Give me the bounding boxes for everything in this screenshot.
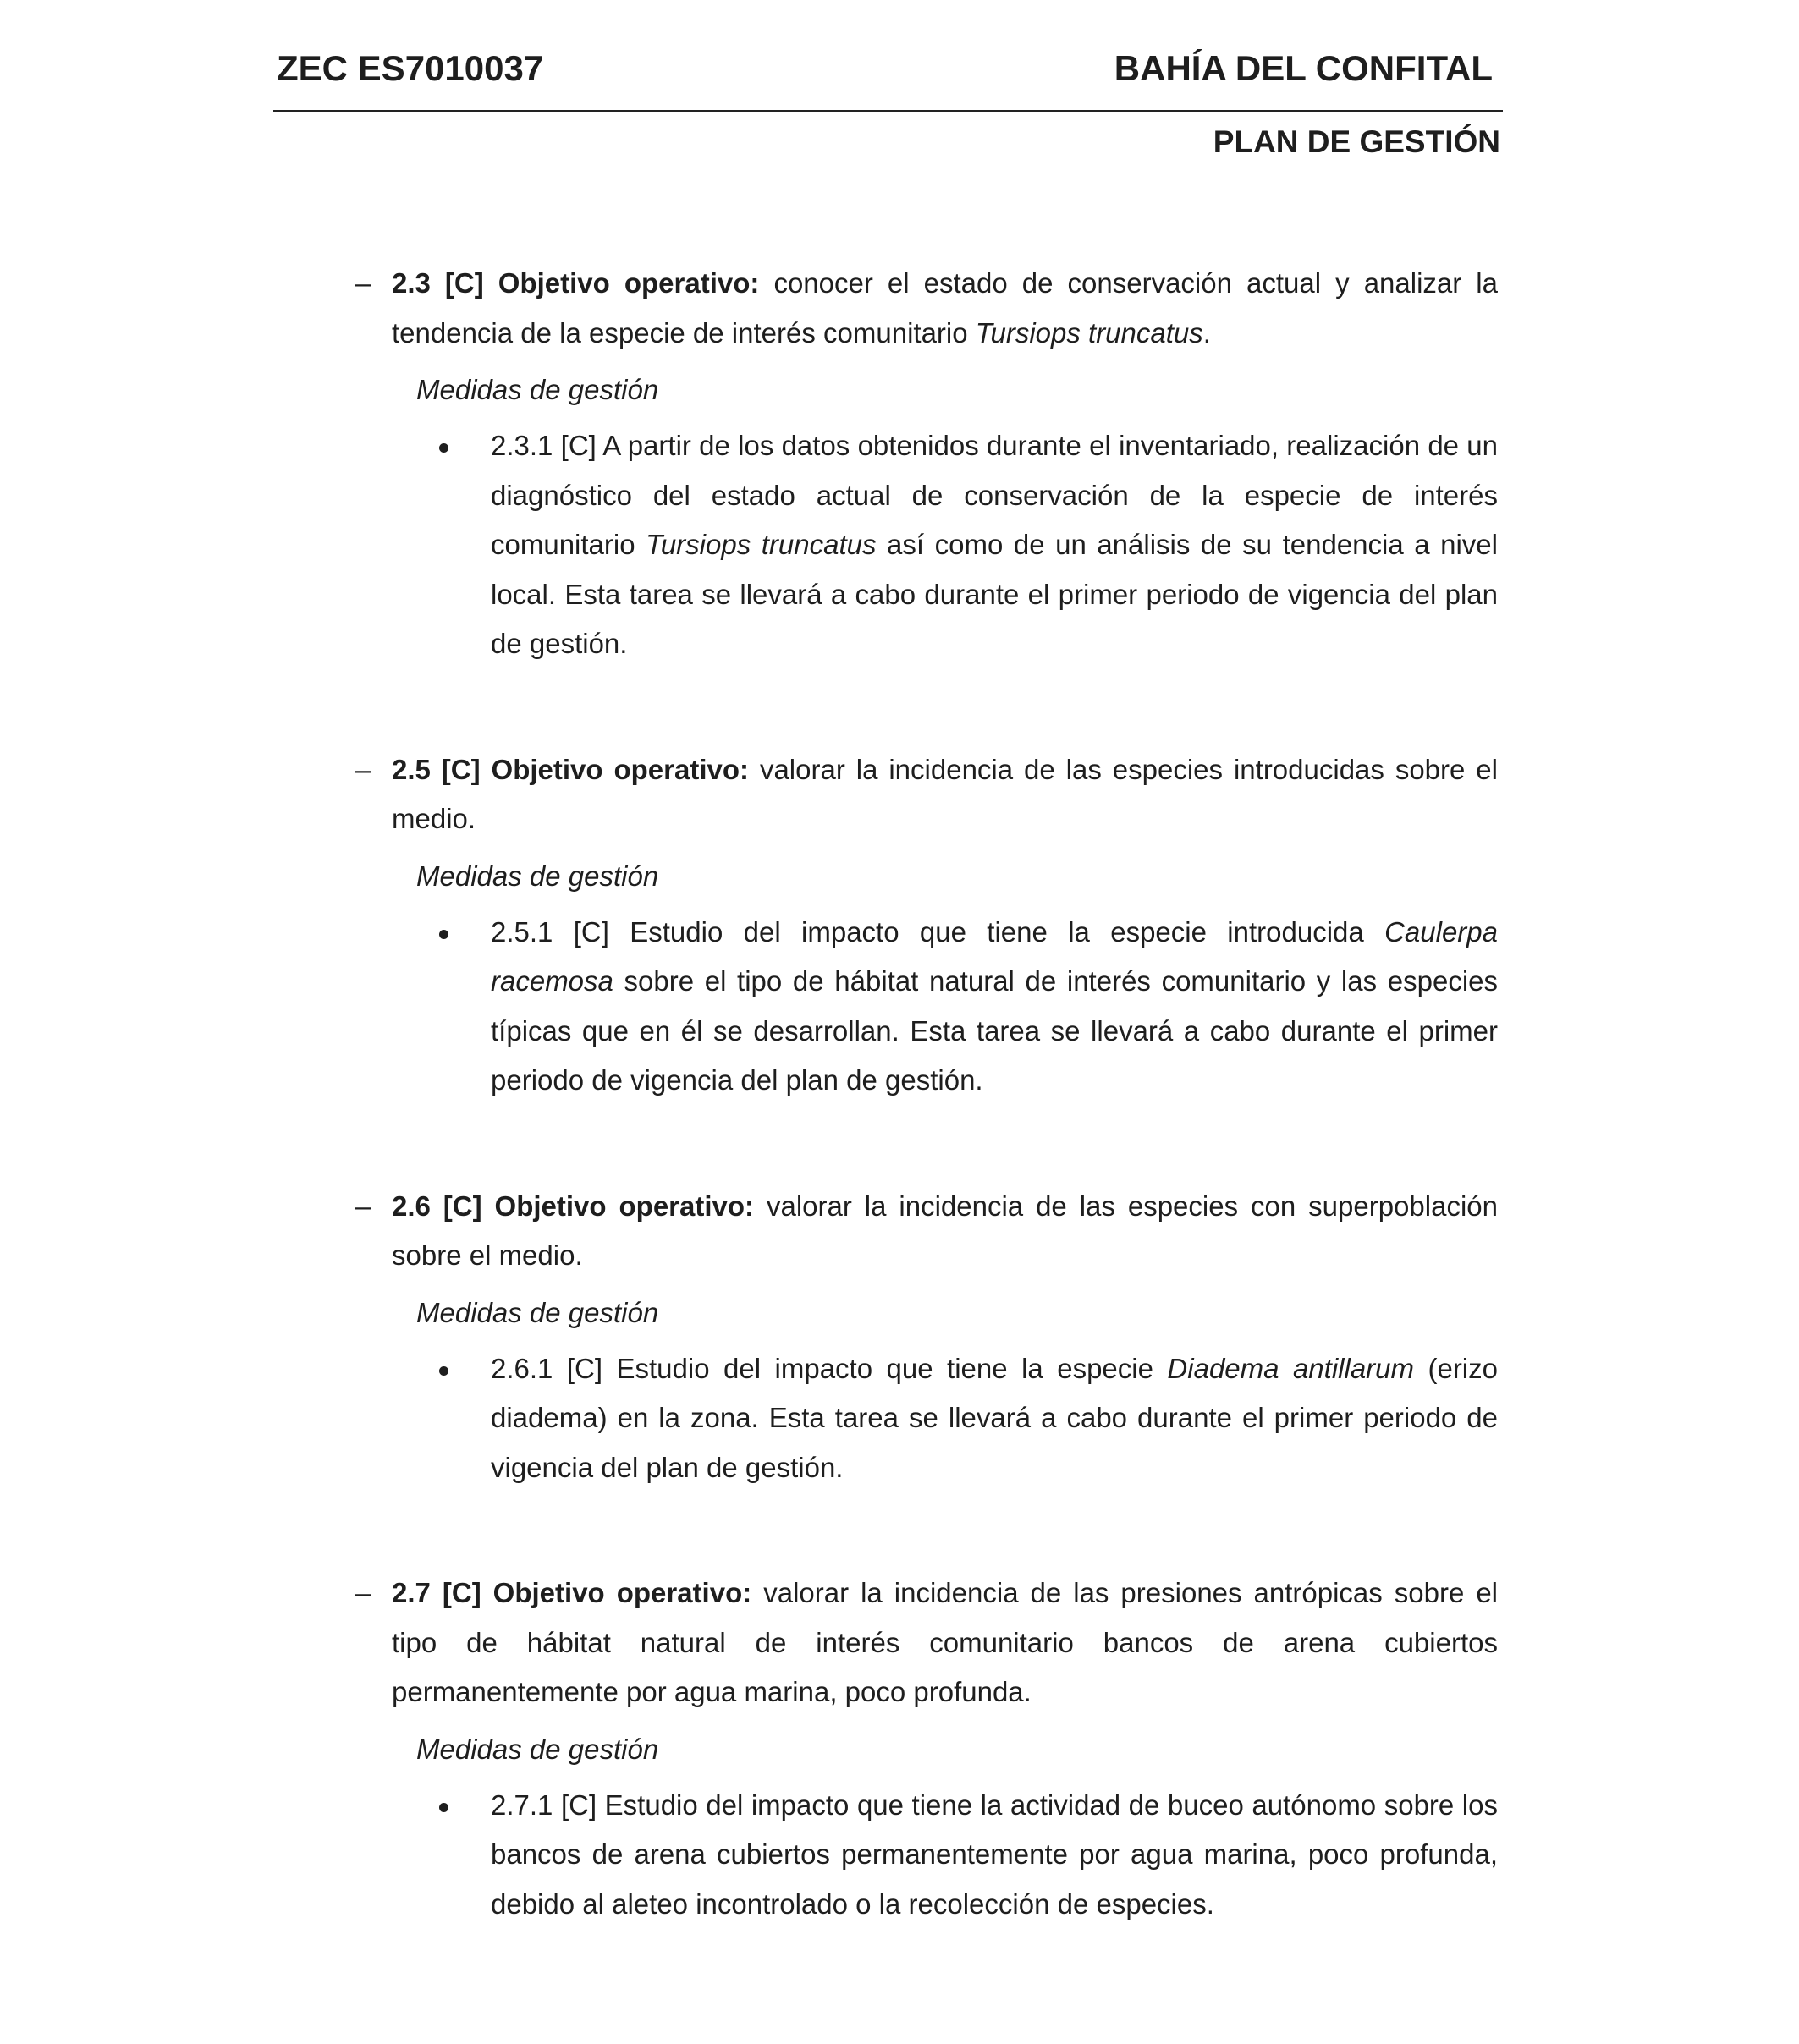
dash-marker: –	[355, 1577, 371, 1608]
objective-section-2-5	[355, 745, 1498, 1106]
objective-section-2-7	[355, 1569, 1498, 1929]
dash-marker: –	[355, 1190, 371, 1222]
measures-heading: Medidas de gestión	[416, 860, 659, 892]
page-header	[273, 41, 1503, 112]
dash-marker: –	[355, 753, 371, 785]
measure-item	[491, 421, 1498, 669]
measure-text-end: (erizo diadema) en la zona. Esta tarea se llevará a cabo durante el primer periodo de vigencia del plan de gestión.	[491, 1352, 1498, 1483]
measure-text: 2.5.1 [C] Estudio del impacto que tiene la especie introducida	[491, 915, 1385, 948]
measures-heading: Medidas de gestión	[416, 374, 659, 405]
objective-text: conocer el estado de conservación actual y analizar la tendencia de la especie de interés comunitario	[392, 267, 1498, 349]
objective-code: 2.5 [C] Objetivo operativo:	[392, 753, 750, 785]
measures-heading: Medidas de gestión	[416, 1733, 659, 1765]
objective-text: valorar la incidencia de las especies introducidas sobre el medio.	[392, 753, 1498, 834]
measure-text-end: sobre el tipo de hábitat natural de interés comunitario y las especies típicas que en él se desarrollan. Esta tarea se llevará a cabo durante el primer periodo de vigencia del plan de gestión.	[491, 965, 1498, 1096]
measure-text: 2.3.1 [C] A partir de los datos obtenidos durante el inventariado, realización de un diagnóstico del estado actual de conservación de la especie de interés comunitario	[491, 430, 1498, 560]
measures-heading: Medidas de gestión	[416, 1296, 659, 1328]
objective-text-end: .	[1202, 316, 1211, 349]
species-name: Caulerpa racemosa	[491, 915, 1498, 997]
species-name: Diadema antillarum	[1167, 1352, 1415, 1384]
objective-code: 2.6 [C] Objetivo operativo:	[392, 1190, 755, 1222]
measure-text: 2.7.1 [C] Estudio del impacto que tiene la actividad de buceo autónomo sobre los bancos de arena cubiertos permanentemente por agua marina, poco profunda, debido al aleteo incontrolado o la recolección de especies.	[491, 1788, 1498, 1920]
bullet-icon	[439, 1366, 448, 1376]
measure-item	[491, 1781, 1498, 1930]
objective-paragraph	[355, 1182, 1498, 1281]
bullet-icon	[439, 443, 448, 453]
objective-text: valorar la incidencia de las presiones antrópicas sobre el tipo de hábitat natural de interés comunitario bancos de arena cubiertos permanentemente por agua marina, poco profunda.	[392, 1577, 1499, 1707]
measure-text: 2.6.1 [C] Estudio del impacto que tiene la especie	[491, 1352, 1168, 1384]
objective-code: 2.3 [C] Objetivo operativo:	[392, 267, 760, 299]
objective-section-2-3	[355, 259, 1498, 669]
bullet-icon	[439, 930, 448, 939]
objective-paragraph	[355, 1569, 1498, 1717]
species-name: Tursiops truncatus	[975, 316, 1203, 349]
objective-section-2-6	[355, 1182, 1498, 1493]
document-body	[355, 259, 1498, 1929]
species-name: Tursiops truncatus	[646, 529, 877, 560]
objective-text: valorar la incidencia de las especies con superpoblación sobre el medio.	[392, 1190, 1498, 1271]
document-title: PLAN DE GESTIÓN	[1213, 124, 1500, 159]
bullet-icon	[439, 1803, 448, 1812]
site-name: BAHÍA DEL CONFITAL	[1114, 48, 1493, 88]
objective-paragraph	[355, 745, 1498, 844]
dash-marker: –	[355, 267, 371, 299]
objective-code: 2.7 [C] Objetivo operativo:	[392, 1577, 752, 1608]
measure-item	[491, 908, 1498, 1106]
measure-text-end: así como de un análisis de su tendencia a nivel local. Esta tarea se llevará a cabo durante el primer periodo de vigencia del plan de gestión.	[491, 529, 1498, 659]
objective-paragraph	[355, 259, 1498, 358]
measure-item	[491, 1344, 1498, 1493]
site-code: ZEC ES7010037	[277, 48, 544, 88]
